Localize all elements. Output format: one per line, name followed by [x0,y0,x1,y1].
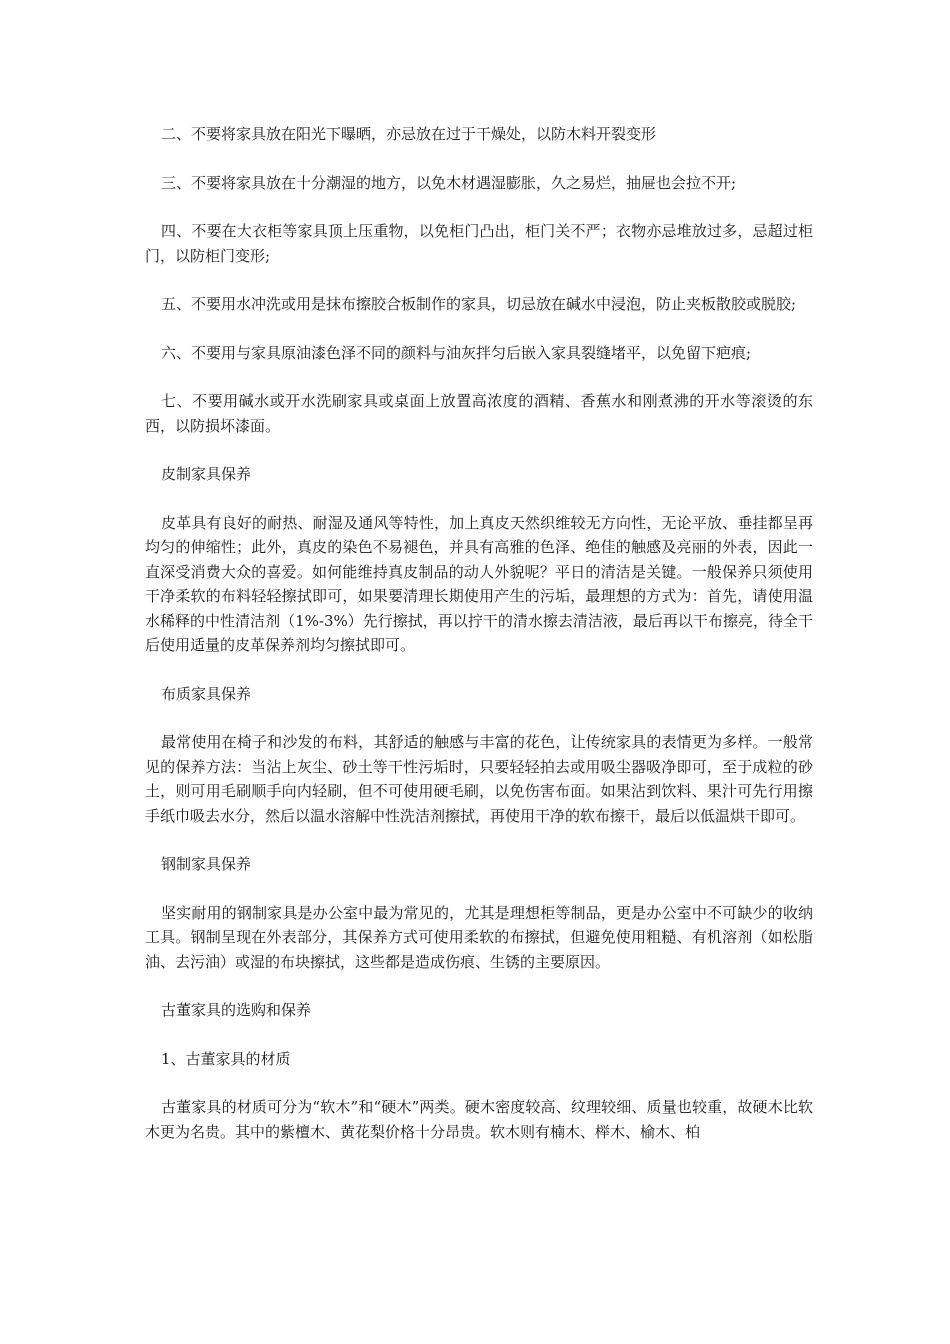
paragraph-rule-5: 五、不要用水冲洗或用是抹布擦胶合板制作的家具，切忌放在碱水中浸泡，防止夹板散胶或脱胶; [161,295,797,313]
paragraph-steel-care: 坚实耐用的钢制家具是办公室中最为常见的，尤其是理想柜等制品，更是办公室中不可缺少的收纳工具。钢制呈现在外表部分，其保养方式可使用柔软的布擦拭，但避免使用粗糙、有机溶剂（如松脂油、去污油）或湿的布块擦拭，这些都是造成伤痕、生锈的主要原因。 [145,903,813,971]
paragraph-rule-7: 七、不要用碱水或开水洗刷家具或桌面上放置高浓度的酒精、香蕉水和刚煮沸的开水等滚烫的东西，以防损坏漆面。 [145,392,813,435]
document-body [145,122,813,1168]
paragraph-rule-4: 四、不要在大衣柜等家具顶上压重物，以免柜门凸出，柜门关不严；衣物亦忌堆放过多，忌超过柜门，以防柜门变形; [145,222,813,265]
paragraph-rule-3: 三、不要将家具放在十分潮湿的地方，以免木材遇湿膨胀，久之易烂，抽屉也会拉不开; [161,173,737,192]
section-heading-fabric: 布质家具保养 [161,684,252,703]
subheading-antique-material: 1、古董家具的材质 [161,1049,291,1068]
section-heading-steel: 钢制家具保养 [161,855,252,873]
paragraph-rule-6: 六、不要用与家具原油漆色泽不同的颜料与油灰拌匀后嵌入家具裂缝堵平，以免留下疤痕; [161,343,752,362]
paragraph-leather-care: 皮革具有良好的耐热、耐湿及通风等特性，加上真皮天然织维较无方向性，无论平放、垂挂都呈再均匀的伸缩性；此外，真皮的染色不易褪色，并具有高雅的色泽、绝佳的触感及亮丽的外表，因此一直深受消费大众的喜爱。如何能维持真皮制品的动人外貌呢？平日的清洁是关键。一般保养只须使用干净柔软的布料轻轻擦拭即可，如果要清理长期使用产生的污垢，最理想的方式为：首先，请使用温水稀释的中性清洁剂（1%-3%）先行擦拭，再以拧干的清水擦去清洁液，最后再以干布擦亮，待全干后使用适量的皮革保养剂均匀擦拭即可。 [145,513,813,654]
paragraph-antique-material: 古董家具的材质可分为“软木”和“硬木”两类。硬木密度较高、纹理较细、质量也较重，故硬木比软木更为名贵。其中的紫檀木、黄花梨价格十分昂贵。软木则有楠木、榉木、榆木、柏 [145,1098,813,1141]
section-heading-antique: 古董家具的选购和保养 [161,1001,312,1019]
section-heading-leather: 皮制家具保养 [161,465,252,483]
paragraph-rule-2: 二、不要将家具放在阳光下曝晒，亦忌放在过于干燥处，以防木料开裂变形 [161,125,657,143]
paragraph-fabric-care: 最常使用在椅子和沙发的布料，其舒适的触感与丰富的花色，让传统家具的表情更为多样。一般常见的保养方法：当沾上灰尘、砂土等干性污垢时，只要轻轻拍去或用吸尘器吸净即可，至于成粒的砂土，则可用毛刷顺手向内轻刷，但不可使用硬毛刷，以免伤害布面。如果沾到饮料、果汁可先行用擦手纸巾吸去水分，然后以温水溶解中性洗洁剂擦拭，再使用干净的软布擦干，最后以低温烘干即可。 [145,733,813,825]
